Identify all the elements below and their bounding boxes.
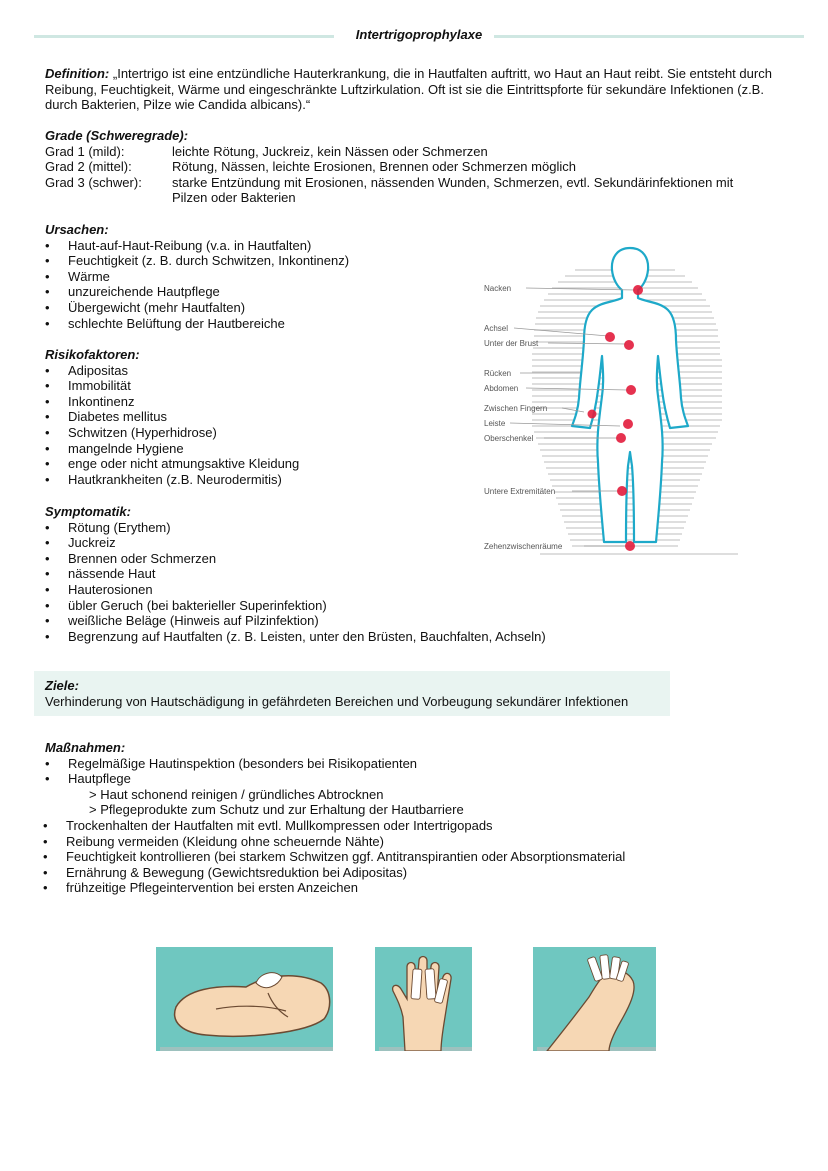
list-item: • Wärme: [45, 269, 465, 285]
grades-section: [45, 128, 785, 206]
ziele-heading: Ziele:: [45, 678, 79, 693]
ursachen-section: [45, 222, 465, 331]
massnahmen-section: [45, 740, 785, 896]
sub-item: > Pflegeprodukte zum Schutz und zur Erhaltung der Hautbarriere: [89, 802, 464, 818]
risikofaktoren-heading: Risikofaktoren:: [45, 347, 140, 362]
page-title-text: Intertrigoprophylaxe: [344, 27, 494, 42]
list-item: • weißliche Beläge (Hinweis auf Pilzinfektion): [45, 613, 665, 629]
figure-label: Untere Extremitäten: [484, 487, 556, 496]
marker-nacken: [633, 285, 643, 295]
ziele-content: [45, 678, 628, 709]
list-item: • Reibung vermeiden (Kleidung ohne scheuernde Nähte): [43, 834, 785, 850]
marker-achsel: [605, 332, 615, 342]
massnahmen-heading: Maßnahmen:: [45, 740, 126, 755]
list-item: • Feuchtigkeit (z. B. durch Schwitzen, Inkontinenz): [45, 253, 465, 269]
list-item: • Trockenhalten der Hautfalten mit evtl. Mullkompressen oder Intertrigopads: [43, 818, 785, 834]
figure-label: Oberschenkel: [484, 434, 534, 443]
figure-label: Leiste: [484, 419, 506, 428]
list-item: • Diabetes mellitus: [45, 409, 465, 425]
list-item: • Hautpflege: [45, 771, 785, 787]
grade-label: Grad 3 (schwer):: [45, 174, 142, 190]
symptomatik-heading: Symptomatik:: [45, 504, 131, 519]
sub-item: > Haut schonend reinigen / gründliches Abtrocknen: [89, 786, 384, 802]
ziele-text: Verhinderung von Hautschädigung in gefährdeten Bereichen und Vorbeugung sekundärer Infektionen: [45, 693, 629, 709]
list-item: • Begrenzung auf Hautfalten (z. B. Leisten, unter den Brüsten, Bauchfalten, Achseln): [45, 629, 665, 645]
page-title: [34, 27, 804, 42]
massnahmen-list: [45, 756, 785, 787]
figure-label: Abdomen: [484, 384, 519, 393]
ursachen-list: [45, 238, 465, 332]
ursachen-heading: Ursachen:: [45, 222, 109, 237]
list-item: • Schwitzen (Hyperhidrose): [45, 425, 465, 441]
list-item: • Immobilität: [45, 378, 465, 394]
illustration-hand: [375, 947, 472, 1051]
list-item: • Feuchtigkeit kontrollieren (bei starkem Schwitzen ggf. Antitranspirantien oder Absorptionsmaterial: [43, 849, 785, 865]
risikofaktoren-list: [45, 363, 465, 488]
list-item: • mangelnde Hygiene: [45, 441, 465, 457]
grades-heading: Grade (Schweregrade):: [45, 128, 189, 143]
illustration-foot: [533, 947, 656, 1051]
grade-label: Grad 2 (mittel):: [45, 159, 132, 175]
figure-label: Zehenzwischenräume: [484, 542, 563, 551]
risikofaktoren-section: [45, 347, 465, 487]
definition-label: Definition:: [45, 66, 110, 81]
definition-text: „Intertrigo ist eine entzündliche Hauterkrankung, die in Hautfalten auftritt, wo Haut an Haut reibt. Sie entsteht durch Reibung, Feuchtigkeit, Wärme und eingeschränkte Luftzirkulation. Oft ist sie die Eintrittspforte für sekundäre Infektionen (z.B. durch Bakterien, Pilze wie Candida albicans).“: [45, 66, 772, 113]
list-item: • Juckreiz: [45, 535, 665, 551]
marker-abdomen: [626, 385, 636, 395]
list-item: • frühzeitige Pflegeintervention bei ersten Anzeichen: [43, 880, 785, 896]
list-item: • unzureichende Hautpflege: [45, 284, 465, 300]
list-item: • Haut-auf-Haut-Reibung (v.a. in Hautfalten): [45, 238, 465, 254]
list-item: • Ernährung & Bewegung (Gewichtsreduktion bei Adipositas): [43, 865, 785, 881]
list-item: • Regelmäßige Hautinspektion (besonders bei Risikopatienten: [45, 756, 785, 772]
figure-label: Nacken: [484, 284, 512, 293]
marker-zehen: [625, 541, 635, 551]
marker-finger: [588, 410, 597, 419]
figure-label: Zwischen Fingern: [484, 404, 548, 413]
body-diagram: [480, 240, 742, 560]
list-item: • Hauterosionen: [45, 582, 665, 598]
grade-row: [45, 175, 785, 206]
grade-row: [45, 144, 785, 160]
list-item: • übler Geruch (bei bakterieller Superinfektion): [45, 598, 665, 614]
list-item: • enge oder nicht atmungsaktive Kleidung: [45, 456, 465, 472]
marker-extremitaeten: [617, 486, 627, 496]
list-item: • Brennen oder Schmerzen: [45, 551, 665, 567]
grade-text: starke Entzündung mit Erosionen, nässenden Wunden, Schmerzen, evtl. Sekundärinfektionen mit Pilzen oder Bakterien: [172, 174, 734, 206]
marker-leiste: [623, 419, 633, 429]
grade-text: leichte Rötung, Juckreiz, kein Nässen oder Schmerzen: [172, 143, 488, 159]
figure-label: Unter der Brust: [484, 339, 539, 348]
list-item: • Hautkrankheiten (z.B. Neurodermitis): [45, 472, 465, 488]
figure-label: Achsel: [484, 324, 509, 333]
list-item: • schlechte Belüftung der Hautbereiche: [45, 316, 465, 332]
grade-row: [45, 159, 785, 175]
massnahmen-list-rest: [43, 818, 785, 896]
list-item: • Rötung (Erythem): [45, 520, 665, 536]
illustration-skin-fold: [156, 947, 333, 1051]
ziele-box: [34, 671, 670, 716]
list-item: • nässende Haut: [45, 566, 665, 582]
grade-text: Rötung, Nässen, leichte Erosionen, Brennen oder Schmerzen möglich: [172, 159, 576, 175]
marker-brust: [624, 340, 634, 350]
grade-label: Grad 1 (mild):: [45, 143, 125, 159]
list-item: • Inkontinenz: [45, 394, 465, 410]
title-bar: [34, 24, 804, 46]
list-item: • Adipositas: [45, 363, 465, 379]
list-item: • Übergewicht (mehr Hautfalten): [45, 300, 465, 316]
marker-oberschenkel: [616, 433, 626, 443]
figure-label: Rücken: [484, 369, 512, 378]
definition-paragraph: [45, 66, 785, 113]
